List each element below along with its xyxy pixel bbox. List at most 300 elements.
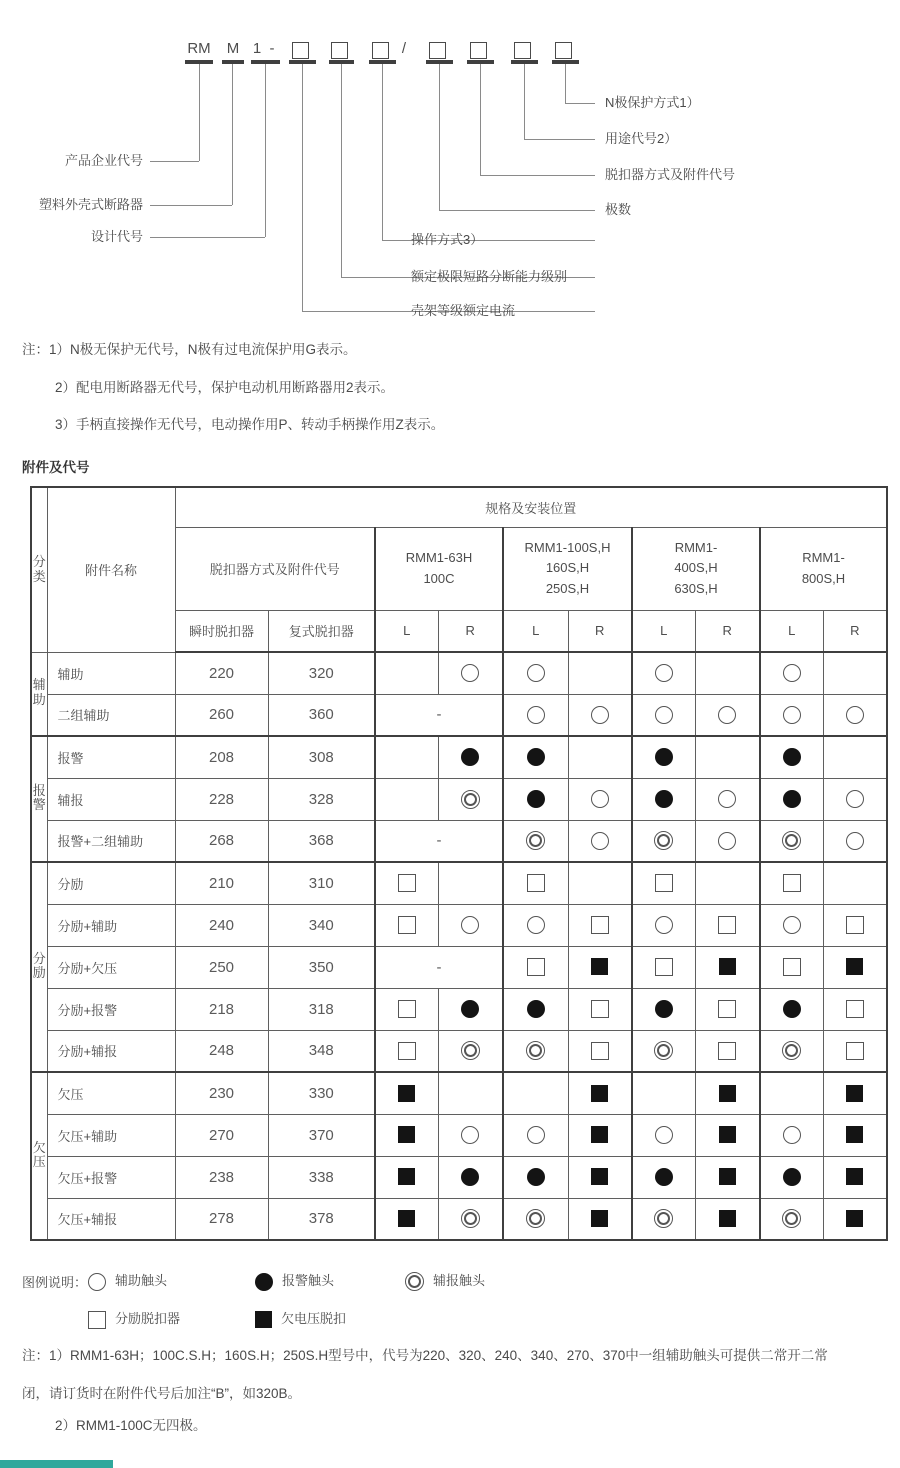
symbol-icon: [846, 1168, 863, 1185]
symbol-cell: [632, 1030, 695, 1072]
category-cell: 欠压: [31, 1072, 47, 1240]
symbol-icon: [591, 1085, 608, 1102]
symbol-cell: [632, 736, 695, 778]
symbol-icon: [782, 1041, 801, 1060]
legend-title: 图例说明：: [22, 1275, 88, 1290]
symbol-icon: [655, 664, 673, 682]
header-group-800sh: RMM1- 800S,H: [760, 527, 887, 610]
symbol-icon: [719, 665, 735, 681]
symbol-icon: [655, 1126, 673, 1144]
symbol-cell: [375, 1114, 438, 1156]
model-box: [372, 42, 389, 59]
symbol-cell: [695, 1030, 760, 1072]
symbol-cell: [760, 1156, 823, 1198]
table-row: [31, 1156, 887, 1198]
symbol-icon: [655, 958, 673, 976]
symbol-icon: [461, 1209, 480, 1228]
header-instant-release: 瞬时脱扣器: [175, 610, 268, 652]
symbol-cell: [632, 904, 695, 946]
symbol-cell: [438, 904, 503, 946]
symbol-cell: [760, 1030, 823, 1072]
header-r: R: [438, 610, 503, 652]
symbol-cell: [438, 1114, 503, 1156]
symbol-icon: [527, 790, 545, 808]
underline-bar: [222, 60, 244, 64]
symbol-cell: [823, 1072, 887, 1114]
symbol-cell: [568, 988, 632, 1030]
symbol-cell: [503, 1156, 568, 1198]
symbol-icon: [461, 790, 480, 809]
compound-code: 360: [268, 694, 375, 736]
symbol-icon: [783, 1168, 801, 1186]
legend-item-aux: 辅助触头: [88, 1270, 167, 1291]
connector-line: [439, 64, 440, 210]
label-design-code: 设计代号: [90, 229, 143, 244]
accessory-name: 欠压+辅助: [47, 1114, 175, 1156]
header-row-1: [31, 487, 887, 527]
symbol-icon: [461, 916, 479, 934]
symbol-icon: [526, 1041, 545, 1060]
symbol-icon: [783, 874, 801, 892]
symbol-cell: [823, 1156, 887, 1198]
section-title: 附件及代号: [22, 460, 90, 475]
header-compound-release: 复式脱扣器: [268, 610, 375, 652]
diagram-note-3: 3）手柄直接操作无代号，电动操作用P、转动手柄操作用Z表示。: [55, 417, 445, 432]
symbol-icon: [461, 1000, 479, 1018]
symbol-icon: [783, 1000, 801, 1018]
instant-code: 260: [175, 694, 268, 736]
label-mccb: 塑料外壳式断路器: [38, 197, 143, 212]
symbol-icon: [654, 831, 673, 850]
symbol-icon: [527, 958, 545, 976]
symbol-icon: [847, 665, 863, 681]
symbol-cell: [438, 1072, 503, 1114]
compound-code: 370: [268, 1114, 375, 1156]
accessory-name: 二组辅助: [47, 694, 175, 736]
symbol-icon: [783, 790, 801, 808]
symbol-cell: [568, 904, 632, 946]
symbol-cell: [760, 652, 823, 694]
footnote-1-line-2: 闭，请订货时在附件代号后加注“B”，如320B。: [22, 1386, 302, 1401]
instant-code: 210: [175, 862, 268, 904]
symbol-cell: [568, 652, 632, 694]
symbol-cell: [632, 652, 695, 694]
symbol-icon: [655, 916, 673, 934]
symbol-icon: [526, 831, 545, 850]
instant-code: 240: [175, 904, 268, 946]
model-box: [470, 42, 487, 59]
symbol-cell: [438, 1030, 503, 1072]
symbol-icon: [527, 916, 545, 934]
symbol-icon: [783, 958, 801, 976]
instant-code: 270: [175, 1114, 268, 1156]
symbol-cell: [438, 778, 503, 820]
header-accessory-name: 附件名称: [47, 487, 175, 652]
symbol-cell: [760, 904, 823, 946]
footnote-2: 2）RMM1-100C无四极。: [55, 1418, 207, 1433]
symbol-cell: [695, 736, 760, 778]
symbol-icon: [719, 1168, 736, 1185]
symbol-cell: [632, 1198, 695, 1240]
instant-code: 238: [175, 1156, 268, 1198]
model-part-rm: RM: [187, 40, 211, 57]
symbol-icon: [654, 1209, 673, 1228]
symbol-icon: [718, 1000, 736, 1018]
symbol-icon: [783, 748, 801, 766]
symbol-icon: [398, 1085, 415, 1102]
table-row: [31, 694, 887, 736]
symbol-cell: [760, 820, 823, 862]
symbol-cell: [695, 988, 760, 1030]
header-r: R: [695, 610, 760, 652]
accessory-name: 分励+辅报: [47, 1030, 175, 1072]
symbol-icon: [846, 790, 864, 808]
symbol-icon: [719, 1210, 736, 1227]
label-poles: 极数: [605, 202, 632, 217]
symbol-icon: [399, 665, 415, 681]
symbol-cell: [503, 1072, 568, 1114]
table-row: [31, 946, 887, 988]
symbol-cell: [503, 1030, 568, 1072]
symbol-icon: [527, 874, 545, 892]
symbol-icon: [462, 1085, 478, 1101]
symbol-icon: [591, 832, 609, 850]
symbol-icon: [591, 1000, 609, 1018]
table-row: [31, 904, 887, 946]
symbol-icon: [398, 1126, 415, 1143]
connector-line: [439, 210, 595, 211]
symbol-icon: [591, 706, 609, 724]
category-cell: 分励: [31, 862, 47, 1072]
symbol-icon: [527, 664, 545, 682]
compound-code: 318: [268, 988, 375, 1030]
symbol-icon: [527, 1126, 545, 1144]
instant-code: 218: [175, 988, 268, 1030]
symbol-cell: [760, 736, 823, 778]
label-breaking-capacity: 额定极限短路分断能力级别: [411, 269, 568, 284]
symbol-cell: [823, 1114, 887, 1156]
header-l: L: [632, 610, 695, 652]
symbol-icon: [783, 706, 801, 724]
header-category: 分类: [31, 487, 47, 652]
compound-code: 368: [268, 820, 375, 862]
category-cell: 辅助: [31, 652, 47, 736]
symbol-icon: [398, 1042, 416, 1060]
diagram-note-1: 注：1）N极无保护无代号，N极有过电流保护用G表示。: [22, 342, 357, 357]
merged-dash-cell: -: [375, 820, 503, 862]
accessory-name: 欠压+报警: [47, 1156, 175, 1198]
symbol-cell: [632, 778, 695, 820]
symbol-cell: [375, 736, 438, 778]
symbol-cell: [632, 1114, 695, 1156]
symbol-icon: [846, 916, 864, 934]
connector-line: [524, 64, 525, 139]
symbol-cell: [568, 1156, 632, 1198]
symbol-icon: [527, 706, 545, 724]
symbol-cell: [503, 820, 568, 862]
compound-code: 348: [268, 1030, 375, 1072]
symbol-icon: [655, 790, 673, 808]
model-box: [555, 42, 572, 59]
symbol-cell: [375, 862, 438, 904]
symbol-cell: [823, 1030, 887, 1072]
symbol-cell: [823, 820, 887, 862]
symbol-cell: [503, 652, 568, 694]
symbol-icon: [655, 748, 673, 766]
symbol-cell: [438, 1198, 503, 1240]
symbol-cell: [503, 1198, 568, 1240]
instant-code: 278: [175, 1198, 268, 1240]
symbol-icon: [591, 790, 609, 808]
symbol-icon: [528, 1085, 544, 1101]
compound-code: 350: [268, 946, 375, 988]
symbol-cell: [503, 988, 568, 1030]
symbol-cell: [375, 1198, 438, 1240]
symbol-cell: [568, 820, 632, 862]
table-row: [31, 862, 887, 904]
symbol-icon: [655, 1000, 673, 1018]
symbol-icon: [526, 1209, 545, 1228]
shunt-release-icon: [88, 1311, 106, 1329]
symbol-cell: [632, 862, 695, 904]
accessory-name: 辅助: [47, 652, 175, 694]
symbol-cell: [695, 820, 760, 862]
connector-line: [265, 64, 266, 237]
symbol-icon: [591, 958, 608, 975]
symbol-cell: [503, 778, 568, 820]
symbol-cell: [632, 946, 695, 988]
symbol-icon: [656, 1085, 672, 1101]
symbol-icon: [719, 875, 735, 891]
table-row: [31, 1198, 887, 1240]
symbol-cell: [695, 1072, 760, 1114]
accessory-name: 分励+辅助: [47, 904, 175, 946]
symbol-icon: [718, 1042, 736, 1060]
merged-dash-cell: -: [375, 946, 503, 988]
accessories-table-wrapper: [30, 486, 888, 1241]
model-part-dash: -: [269, 40, 275, 57]
symbol-cell: [632, 820, 695, 862]
symbol-icon: [461, 664, 479, 682]
symbol-icon: [592, 665, 608, 681]
symbol-icon: [654, 1041, 673, 1060]
compound-code: 308: [268, 736, 375, 778]
diagram-note-2: 2）配电用断路器无代号，保护电动机用断路器用2表示。: [55, 380, 395, 395]
symbol-icon: [783, 664, 801, 682]
accessory-name: 分励+报警: [47, 988, 175, 1030]
legend-item-uv: 欠电压脱扣: [255, 1308, 346, 1328]
accessory-name: 辅报: [47, 778, 175, 820]
symbol-cell: [823, 1198, 887, 1240]
table-row: [31, 820, 887, 862]
symbol-cell: [503, 736, 568, 778]
aux-alarm-contact-icon: [405, 1272, 424, 1291]
symbol-cell: [503, 946, 568, 988]
table-row: [31, 988, 887, 1030]
symbol-icon: [399, 791, 415, 807]
symbol-icon: [784, 1085, 800, 1101]
symbol-icon: [655, 874, 673, 892]
symbol-icon: [719, 958, 736, 975]
symbol-icon: [782, 1209, 801, 1228]
connector-line: [480, 175, 595, 176]
accessory-name: 分励: [47, 862, 175, 904]
accessory-name: 欠压: [47, 1072, 175, 1114]
symbol-cell: [375, 778, 438, 820]
symbol-cell: [375, 652, 438, 694]
symbol-icon: [591, 1042, 609, 1060]
connector-line: [302, 64, 303, 311]
symbol-icon: [846, 1126, 863, 1143]
connector-line: [524, 139, 595, 140]
symbol-cell: [438, 862, 503, 904]
accessories-table: [30, 486, 888, 1241]
instant-code: 228: [175, 778, 268, 820]
symbol-icon: [591, 916, 609, 934]
symbol-cell: [823, 652, 887, 694]
symbol-icon: [783, 1126, 801, 1144]
symbol-cell: [695, 1114, 760, 1156]
accessory-name: 报警+二组辅助: [47, 820, 175, 862]
connector-line: [232, 64, 233, 205]
header-l: L: [375, 610, 438, 652]
symbol-icon: [719, 749, 735, 765]
compound-code: 310: [268, 862, 375, 904]
compound-code: 328: [268, 778, 375, 820]
uv-release-icon: [255, 1311, 272, 1328]
symbol-cell: [823, 694, 887, 736]
symbol-cell: [568, 862, 632, 904]
symbol-cell: [760, 778, 823, 820]
label-usage-code: 用途代号2）: [605, 131, 678, 146]
symbol-cell: [503, 904, 568, 946]
symbol-cell: [695, 1198, 760, 1240]
symbol-cell: [375, 1072, 438, 1114]
symbol-cell: [695, 862, 760, 904]
bottom-accent-bar: [0, 1460, 113, 1468]
table-row: [31, 1072, 887, 1114]
symbol-cell: [695, 904, 760, 946]
symbol-icon: [399, 749, 415, 765]
table-row: [31, 736, 887, 778]
header-release-code: 脱扣器方式及附件代号: [175, 527, 375, 610]
compound-code: 338: [268, 1156, 375, 1198]
symbol-cell: [632, 1156, 695, 1198]
symbol-cell: [375, 988, 438, 1030]
header-spec-position: 规格及安装位置: [175, 487, 887, 527]
aux-contact-icon: [88, 1273, 106, 1291]
symbol-icon: [846, 832, 864, 850]
compound-code: 330: [268, 1072, 375, 1114]
label-n-pole-protection: N极保护方式1）: [605, 95, 700, 110]
symbol-cell: [438, 736, 503, 778]
symbol-cell: [632, 694, 695, 736]
table-row: [31, 1114, 887, 1156]
instant-code: 230: [175, 1072, 268, 1114]
symbol-icon: [591, 1210, 608, 1227]
table-row: [31, 1030, 887, 1072]
category-cell: 报警: [31, 736, 47, 862]
symbol-cell: [568, 1198, 632, 1240]
symbol-icon: [719, 1085, 736, 1102]
symbol-cell: [503, 862, 568, 904]
symbol-icon: [591, 1126, 608, 1143]
legend-item-alarm: 报警触头: [255, 1270, 334, 1291]
symbol-icon: [461, 1168, 479, 1186]
symbol-cell: [375, 904, 438, 946]
symbol-cell: [568, 1030, 632, 1072]
symbol-icon: [592, 875, 608, 891]
symbol-cell: [438, 652, 503, 694]
symbol-icon: [846, 1210, 863, 1227]
symbol-icon: [719, 1126, 736, 1143]
symbol-icon: [655, 1168, 673, 1186]
symbol-icon: [846, 958, 863, 975]
symbol-icon: [461, 1126, 479, 1144]
symbol-cell: [823, 904, 887, 946]
model-box: [331, 42, 348, 59]
symbol-icon: [398, 1210, 415, 1227]
symbol-icon: [782, 831, 801, 850]
symbol-icon: [591, 1168, 608, 1185]
legend-item-aux-alarm: 辅报触头: [405, 1270, 485, 1291]
symbol-icon: [783, 916, 801, 934]
model-box: [292, 42, 309, 59]
symbol-icon: [461, 748, 479, 766]
symbol-icon: [718, 832, 736, 850]
label-operation-mode: 操作方式3）: [411, 232, 484, 247]
symbol-icon: [461, 1041, 480, 1060]
symbol-icon: [527, 1168, 545, 1186]
symbol-cell: [375, 1030, 438, 1072]
accessory-name: 报警: [47, 736, 175, 778]
connector-line: [565, 103, 595, 104]
connector-line: [199, 64, 200, 161]
symbol-cell: [823, 988, 887, 1030]
symbol-cell: [695, 778, 760, 820]
symbol-cell: [760, 1114, 823, 1156]
symbol-cell: [695, 1156, 760, 1198]
table-row: [31, 778, 887, 820]
instant-code: 248: [175, 1030, 268, 1072]
accessory-name: 欠压+辅报: [47, 1198, 175, 1240]
symbol-cell: [568, 778, 632, 820]
symbol-icon: [398, 1000, 416, 1018]
label-release-accessory-code: 脱扣器方式及附件代号: [605, 167, 736, 182]
symbol-cell: [760, 946, 823, 988]
connector-line: [150, 237, 265, 238]
symbol-icon: [398, 1168, 415, 1185]
symbol-icon: [398, 874, 416, 892]
symbol-icon: [398, 916, 416, 934]
symbol-cell: [760, 1198, 823, 1240]
merged-dash-cell: -: [375, 694, 503, 736]
instant-code: 220: [175, 652, 268, 694]
symbol-cell: [760, 862, 823, 904]
symbol-cell: [438, 988, 503, 1030]
label-company-code: 产品企业代号: [64, 153, 143, 168]
symbol-cell: [823, 736, 887, 778]
compound-code: 378: [268, 1198, 375, 1240]
table-row: [31, 652, 887, 694]
alarm-contact-icon: [255, 1273, 273, 1291]
symbol-cell: [760, 1072, 823, 1114]
symbol-icon: [846, 1000, 864, 1018]
model-slash: /: [401, 40, 407, 57]
symbol-icon: [846, 1085, 863, 1102]
header-l: L: [760, 610, 823, 652]
legend-item-shunt: 分励脱扣器: [88, 1308, 180, 1329]
